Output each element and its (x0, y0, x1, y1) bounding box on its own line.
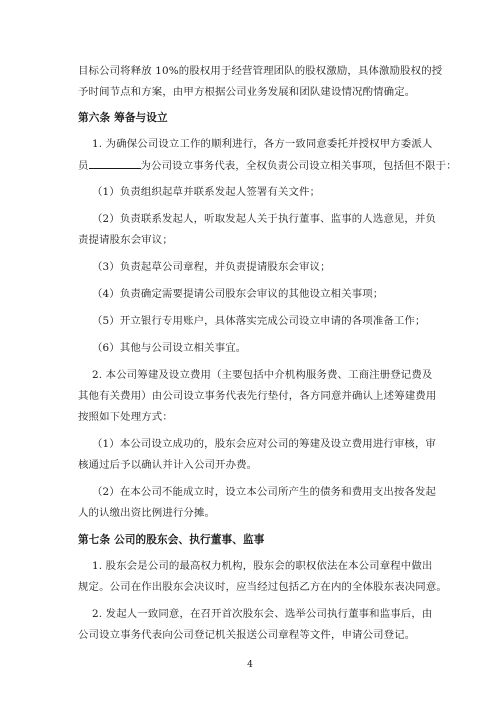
list-item: （2）在本公司不能成立时，设立本公司所产生的债务和费用支出按各发起 (92, 486, 437, 498)
paragraph-line: 2. 发起人一致同意，在召开首次股东会、选举公司执行董事和监事后，由 (92, 608, 433, 620)
section-heading-6: 第六条 筹备与设立 (78, 112, 168, 124)
section-heading-7: 第七条 公司的股东会、执行董事、监事 (78, 534, 265, 546)
list-item-continuation: 核通过后予以确认并计入公司开办费。 (78, 459, 258, 471)
page-number: 4 (247, 660, 253, 670)
paragraph-line (78, 158, 457, 173)
paragraph-text: 为公司设立事务代表，全权负责公司设立相关事项，包括但不限于： (140, 160, 457, 172)
paragraph-line: 目标公司将释放 10%的股权用于经营管理团队的股权激励，具体激励股权的授 (78, 65, 443, 77)
paragraph-line: 公司设立事务代表向公司登记机关报送公司章程等文件，申请公司登记。 (78, 629, 416, 641)
list-item: （6）其他与公司设立相关事宜。 (92, 342, 247, 354)
paragraph-line: 其他有关费用）由公司设立事务代表先行垫付，各方同意并确认上述筹建费用 (78, 390, 437, 402)
list-item: （3）负责起草公司章程，并负责提请股东会审议； (92, 261, 331, 273)
paragraph-line: 2. 本公司筹建及设立费用（主要包括中介机构服务费、工商注册登记费及 (92, 369, 433, 381)
fill-in-blank (89, 158, 141, 169)
paragraph-line: 按照如下处理方式： (78, 411, 173, 423)
paragraph-line: 1. 为确保公司设立工作的顺利进行，各方一致同意委托并授权甲方委派人 (92, 138, 433, 150)
paragraph-line: 予时间节点和方案，由甲方根据公司业务发展和团队建设情况酌情确定。 (78, 86, 416, 98)
list-item: （4）负责确定需要提请公司股东会审议的其他设立相关事项； (92, 288, 384, 300)
list-item-continuation: 人的认缴出资比例进行分摊。 (78, 507, 216, 519)
list-item-continuation: 责提请股东会审议； (78, 234, 173, 246)
list-item: （1）负责组织起草并联系发起人签署有关文件； (92, 186, 321, 198)
list-item: （5）开立银行专用账户，具体落实完成公司设立申请的各项准备工作； (92, 315, 426, 327)
paragraph-line: 1. 股东会是公司的最高权力机构，股东会的职权依法在本公司章程中做出 (92, 560, 433, 572)
list-item: （1）本公司设立成功的，股东会应对公司的筹建及设立费用进行审核，审 (92, 438, 437, 450)
list-item: （2）负责联系发起人，听取发起人关于执行董事、监事的人选意见，并负 (92, 213, 437, 225)
paragraph-line: 规定。公司在作出股东会决议时，应当经过包括乙方在内的全体股东表决同意。 (78, 581, 447, 593)
paragraph-text: 员 (78, 160, 89, 172)
